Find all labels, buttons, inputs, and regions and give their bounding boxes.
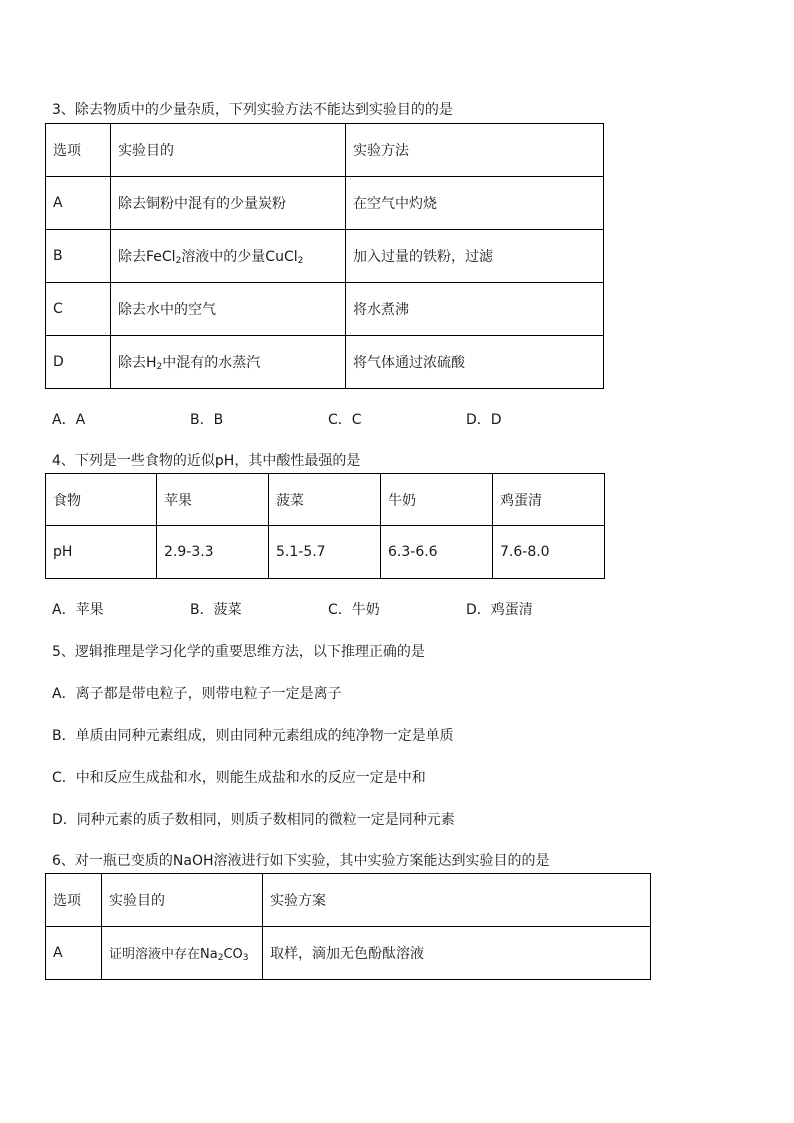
subscript: 2 [297,256,304,266]
subscript: 3 [242,953,249,963]
row-option: B [46,230,111,283]
cell-ph-label: pH [46,526,157,579]
choice-c[interactable]: C．牛奶 [328,602,380,618]
row-plan: 取样，滴加无色酚酞溶液 [263,927,651,980]
choice-b[interactable]: B．B [190,412,224,428]
header-option: 选项 [46,124,111,177]
table-header-row [46,874,651,927]
cell-egg-white: 鸡蛋清 [493,474,605,526]
row-purpose: 除去水中的空气 [111,283,346,336]
purpose-text: 证明溶液中存在Na [109,947,218,962]
row-option: C [46,283,111,336]
cell-apple-ph: 2.9-3.3 [157,526,269,579]
question-6-text: 6、对一瓶已变质的NaOH溶液进行如下实验，其中实验方案能达到实验目的的是 [52,853,550,869]
row-method: 将水煮沸 [346,283,604,336]
question-3-choices [52,409,502,429]
table-header-row [46,474,605,526]
table-row [46,230,604,283]
choice-b[interactable]: B．菠菜 [190,602,242,618]
cell-apple: 苹果 [157,474,269,526]
choice-d[interactable]: D．同种元素的质子数相同，则质子数相同的微粒一定是同种元素 [52,812,455,828]
row-method: 在空气中灼烧 [346,177,604,230]
choice-d[interactable]: D．D [466,412,502,428]
table-row [46,927,651,980]
cell-milk: 牛奶 [381,474,493,526]
choice-d[interactable]: D．鸡蛋清 [466,602,533,618]
purpose-text: 除去H [118,355,157,371]
choice-c[interactable]: C．中和反应生成盐和水，则能生成盐和水的反应一定是中和 [52,770,426,786]
row-purpose: 除去铜粉中混有的少量炭粉 [111,177,346,230]
header-option: 选项 [46,874,102,927]
row-purpose [111,336,346,389]
choice-a[interactable]: A．A [52,412,86,428]
cell-spinach-ph: 5.1-5.7 [269,526,381,579]
purpose-text: CO [223,947,243,962]
purpose-text: 中混有的水蒸汽 [162,355,261,371]
question-4-table [45,473,605,579]
row-option: D [46,336,111,389]
table-row [46,336,604,389]
question-5-text: 5、逻辑推理是学习化学的重要思维方法，以下推理正确的是 [52,644,425,660]
subscript: 2 [175,256,182,266]
subscript: 2 [217,953,224,963]
header-plan: 实验方案 [263,874,651,927]
subscript: 2 [156,362,163,372]
row-purpose [102,927,263,980]
row-method: 将气体通过浓硫酸 [346,336,604,389]
question-4-choices [52,599,533,619]
choice-a[interactable]: A．离子都是带电粒子，则带电粒子一定是离子 [52,686,342,702]
row-option: A [46,177,111,230]
choice-a[interactable]: A．苹果 [52,602,104,618]
cell-milk-ph: 6.3-6.6 [381,526,493,579]
question-3-text: 3、除去物质中的少量杂质，下列实验方法不能达到实验目的的是 [52,102,453,118]
table-row [46,283,604,336]
row-purpose [111,230,346,283]
row-method: 加入过量的铁粉，过滤 [346,230,604,283]
question-4-text: 4、下列是一些食物的近似pH，其中酸性最强的是 [52,453,361,469]
question-3-table [45,123,604,389]
row-option: A [46,927,102,980]
table-row [46,526,605,579]
choice-c[interactable]: C．C [328,412,362,428]
question-6-table [45,873,651,980]
cell-spinach: 菠菜 [269,474,381,526]
cell-food-label: 食物 [46,474,157,526]
choice-b[interactable]: B．单质由同种元素组成，则由同种元素组成的纯净物一定是单质 [52,728,454,744]
purpose-text: 除去FeCl [118,249,176,265]
table-header-row [46,124,604,177]
header-purpose: 实验目的 [111,124,346,177]
header-purpose: 实验目的 [102,874,263,927]
header-method: 实验方法 [346,124,604,177]
cell-egg-white-ph: 7.6-8.0 [493,526,605,579]
table-row [46,177,604,230]
purpose-text: 溶液中的少量CuCl [181,249,298,265]
